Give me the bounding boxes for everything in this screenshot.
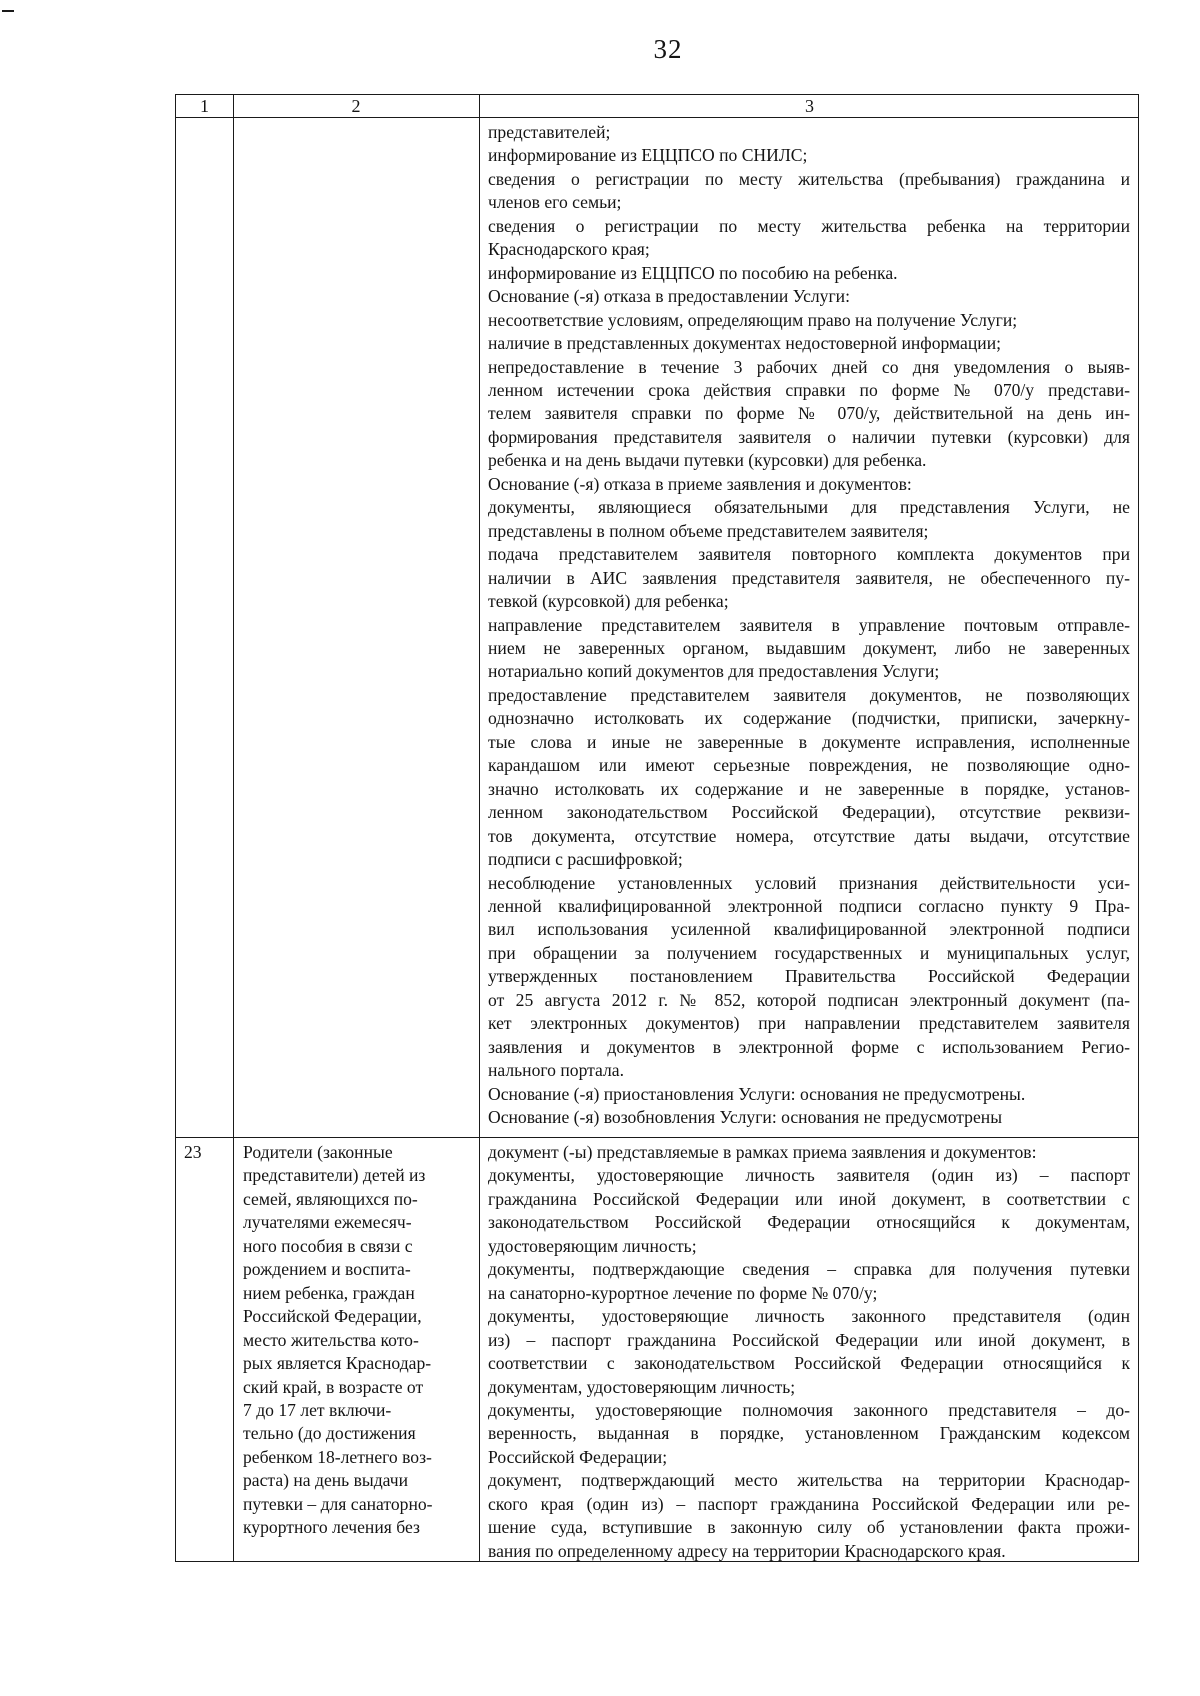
header-row-divider <box>176 117 1138 118</box>
text-line: нотариально копий документов для предоставления Услуги; <box>488 661 940 682</box>
text-line: гражданина Российской Федерации или иной документ, в соответствии с <box>488 1188 1130 1209</box>
text-line: документам, удостоверяющим личность; <box>488 1376 796 1397</box>
text-line: ского края (один из) – паспорт гражданина Российской Федерации или ре- <box>488 1493 1130 1514</box>
text-line: информирование из ЕЦЦПСО по пособию на ребенка. <box>488 262 898 283</box>
text-line: тые слова и иные не заверенные в документе исправления, исполненные <box>488 731 1130 752</box>
text-line: документы, подтверждающие сведения – справка для получения путевки <box>488 1259 1130 1280</box>
text-line: документ (-ы) представляемые в рамках приема заявления и документов: <box>488 1142 1037 1162</box>
column-header-1: 1 <box>200 96 209 116</box>
text-line: место жительства кото- <box>243 1329 419 1350</box>
row-divider <box>176 1137 1138 1138</box>
text-line: представлены в полном объеме представителем заявителя; <box>488 520 929 541</box>
text-line: путевки – для санаторно- <box>243 1493 433 1514</box>
text-line: Основание (-я) отказа в приеме заявления и документов: <box>488 473 912 494</box>
text-line: телем заявителя справки по форме № 070/у, действительной на день ин- <box>488 403 1130 424</box>
text-line: однозначно истолковать их содержание (подчистки, приписки, зачеркну- <box>488 708 1130 729</box>
text-line: сведения о регистрации по месту жительства (пребывания) гражданина и <box>488 168 1130 189</box>
text-line: шение суда, вступившие в законную силу об установлении факта прожи- <box>488 1517 1130 1538</box>
column-header-3: 3 <box>805 96 814 116</box>
text-line: ленном истечении срока действия справки по форме № 070/у представи- <box>488 379 1130 400</box>
column-header-2: 2 <box>351 96 361 116</box>
text-line: из) – паспорт гражданина Российской Федерации или иной документ, в <box>488 1329 1130 1350</box>
text-line: несоответствие условиям, определяющим право на получение Услуги; <box>488 309 1018 330</box>
text-line: направление представителем заявителя в управление почтовым отправле- <box>488 614 1130 635</box>
text-line: Родители (законные <box>243 1142 393 1162</box>
text-line: Краснодарского края; <box>488 239 650 260</box>
text-line: удостоверяющим личность; <box>488 1235 697 1256</box>
text-line: значно истолковать их содержание и не заверенные в порядке, установ- <box>488 778 1130 799</box>
text-line: нального портала. <box>488 1060 624 1081</box>
text-line: членов его семьи; <box>488 192 622 213</box>
text-line: информирование из ЕЦЦПСО по СНИЛС; <box>488 145 808 166</box>
text-line: рождением и воспита- <box>243 1259 411 1280</box>
text-line: нием не заверенных органом, выдавшим документ, либо не заверенных <box>488 637 1130 658</box>
text-line: законодательством Российской Федерации относящийся к документам, <box>488 1212 1130 1233</box>
text-line: документ, подтверждающий место жительства на территории Краснодар- <box>488 1470 1130 1491</box>
text-line: документы, являющиеся обязательными для представления Услуги, не <box>488 497 1130 518</box>
text-line: формирования представителя заявителя о наличии путевки (курсовки) для <box>488 426 1130 447</box>
text-line: соответствии с законодательством Российской Федерации относящийся к <box>488 1353 1130 1374</box>
text-line: семей, являющихся по- <box>243 1188 418 1209</box>
text-line: ский край, в возрасте от <box>243 1376 424 1397</box>
text-line: на санаторно-курортное лечение по форме № 070/у; <box>488 1282 878 1303</box>
text-line: Основание (-я) возобновления Услуги: основания не предусмотрены <box>488 1107 1003 1128</box>
row-23-documents-text <box>488 1141 1130 1563</box>
text-line: ребенком 18-летнего воз- <box>243 1446 432 1467</box>
text-line: Основание (-я) отказа в предоставлении Услуги: <box>488 286 850 307</box>
text-line: документы, удостоверяющие личность заявителя (один из) – паспорт <box>488 1165 1130 1186</box>
text-line: лучателями ежемесяч- <box>243 1212 412 1233</box>
text-line: подача представителем заявителя повторного комплекта документов при <box>488 544 1130 565</box>
text-line: вания по определенному адресу на территории Краснодарского края. <box>488 1540 1006 1561</box>
text-line: несоблюдение установленных условий признания действительности уси- <box>488 872 1130 893</box>
text-line: тельно (до достижения <box>243 1423 416 1444</box>
text-line: тов документа, отсутствие номера, отсутствие даты выдачи, отсутствие <box>488 825 1130 846</box>
text-line: ребенка и на день выдачи путевки (курсовки) для ребенка. <box>488 450 927 471</box>
text-line: веренность, выданная в порядке, установленном Гражданским кодексом <box>488 1423 1130 1444</box>
text-line: представителей; <box>488 122 611 142</box>
text-line: утвержденных постановлением Правительства Российской Федерации <box>488 966 1130 987</box>
text-line: вил использования усиленной квалифицированной электронной подписи <box>488 919 1130 940</box>
text-line: карандашом или имеют серьезные повреждения, не позволяющие одно- <box>488 755 1130 776</box>
text-line: ленном законодательством Российской Федерации), отсутствие реквизи- <box>488 802 1130 823</box>
text-line: наличии в АИС заявления представителя заявителя, не обеспеченного пу- <box>488 567 1130 588</box>
text-line: нием ребенка, граждан <box>243 1282 415 1303</box>
column-divider-2 <box>479 95 480 1561</box>
page-number: 32 <box>653 34 683 64</box>
text-line: при обращении за получением государственных и муниципальных услуг, <box>488 942 1130 963</box>
column-divider-1 <box>233 95 234 1561</box>
row-23-recipient-category <box>243 1141 471 1540</box>
text-line: 7 до 17 лет включи- <box>243 1399 392 1420</box>
text-line: от 25 августа 2012 г. № 852, которой подписан электронный документ (па- <box>488 989 1130 1010</box>
text-line: документы, удостоверяющие личность законного представителя (один <box>488 1306 1130 1327</box>
document-table <box>175 94 1139 1562</box>
text-line: кет электронных документов) при направлении представителем заявителя <box>488 1013 1130 1034</box>
text-line: Российской Федерации, <box>243 1306 422 1327</box>
text-line: курортного лечения без <box>243 1517 420 1538</box>
text-line: раста) на день выдачи <box>243 1470 409 1491</box>
text-line: наличие в представленных документах недостоверной информации; <box>488 333 1001 354</box>
text-line: ленной квалифицированной электронной подписи согласно пункту 9 Пра- <box>488 895 1130 916</box>
text-line: непредоставление в течение 3 рабочих дней со дня уведомления о выяв- <box>488 356 1130 377</box>
text-line: представители) детей из <box>243 1165 426 1186</box>
scan-artifact-mark <box>2 10 14 12</box>
row-number: 23 <box>184 1142 202 1162</box>
text-line: заявления и документов в электронной форме с использованием Регио- <box>488 1036 1130 1057</box>
text-line: сведения о регистрации по месту жительства ребенка на территории <box>488 215 1130 236</box>
text-line: Основание (-я) приостановления Услуги: основания не предусмотрены. <box>488 1083 1026 1104</box>
continued-row-requirements-text <box>488 121 1130 1129</box>
text-line: ного пособия в связи с <box>243 1235 413 1256</box>
text-line: рых является Краснодар- <box>243 1353 432 1374</box>
text-line: документы, удостоверяющие полномочия законного представителя – до- <box>488 1399 1130 1420</box>
text-line: Российской Федерации; <box>488 1446 668 1467</box>
text-line: предоставление представителем заявителя документов, не позволяющих <box>488 684 1130 705</box>
text-line: тевкой (курсовкой) для ребенка; <box>488 591 729 612</box>
text-line: подписи с расшифровкой; <box>488 849 683 870</box>
